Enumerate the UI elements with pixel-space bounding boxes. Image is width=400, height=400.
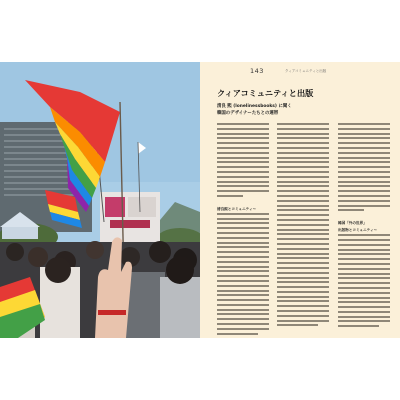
pride-parade-photo: [0, 62, 200, 338]
article-subtitle-2: 韓国のデザイナーたちとの連帯: [217, 111, 279, 116]
section-heading: 清良熙とコミュニティー: [217, 206, 257, 211]
text-column-2: [277, 123, 329, 329]
section-heading: 出版物とコミュニティー: [338, 228, 378, 233]
text-column-3: [338, 123, 390, 330]
page-number: 143: [250, 67, 264, 75]
running-head: クィアコミュニティと出版: [285, 69, 327, 73]
book-spread: [0, 62, 400, 338]
article-page: [200, 62, 400, 338]
article-subtitle: 清良 熙 (lonelinessbooks) に聞く: [217, 104, 292, 109]
section-heading: 韓国「外の世界」: [338, 221, 367, 226]
article-title: クィアコミュニティと出版: [217, 88, 314, 98]
text-column-1: [217, 123, 269, 337]
